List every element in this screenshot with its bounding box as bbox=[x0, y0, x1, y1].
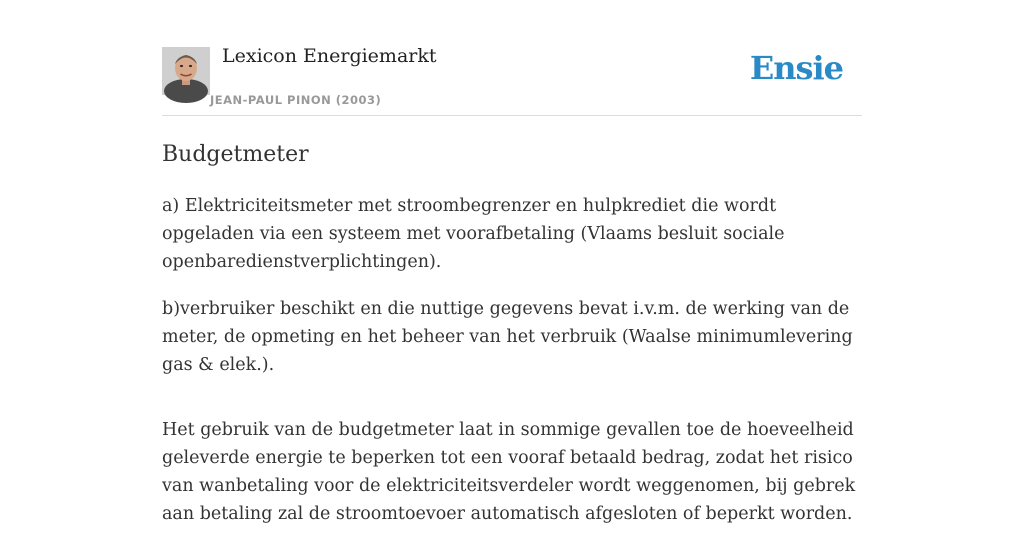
lexicon-header bbox=[162, 0, 862, 116]
term-title: Budgetmeter bbox=[162, 142, 309, 167]
ensie-logo-link[interactable]: Ensie bbox=[749, 49, 843, 87]
author-link[interactable]: JEAN-PAUL PINON (2003) bbox=[210, 93, 382, 107]
definition-body bbox=[162, 192, 862, 528]
lexicon-title-link[interactable]: Lexicon Energiemarkt bbox=[222, 45, 437, 67]
content-container bbox=[162, 0, 862, 547]
author-avatar[interactable] bbox=[162, 47, 210, 95]
definition-paragraph: a) Elektriciteitsmeter met stroombegrenzer en hulpkrediet die wordt opgeladen via een systeem met voorafbetaling (Vlaams besluit sociale openbaredienstverplichtingen). bbox=[162, 196, 785, 272]
author-photo-icon bbox=[162, 47, 210, 95]
definition-paragraph: Het gebruik van de budgetmeter laat in sommige gevallen toe de hoeveelheid geleverde energie te beperken tot een vooraf betaald bedrag, zodat het risico van wanbetaling voor de elektriciteitsverdeler wordt weggenomen, bij gebrek aan betaling zal de stroomtoevoer automatisch afgesloten of beperkt worden. bbox=[162, 420, 856, 524]
definition-paragraph: b)verbruiker beschikt en die nuttige gegevens bevat i.v.m. de werking van de meter, de opmeting en het beheer van het verbruik (Waalse minimumlevering gas & elek.). bbox=[162, 299, 853, 375]
